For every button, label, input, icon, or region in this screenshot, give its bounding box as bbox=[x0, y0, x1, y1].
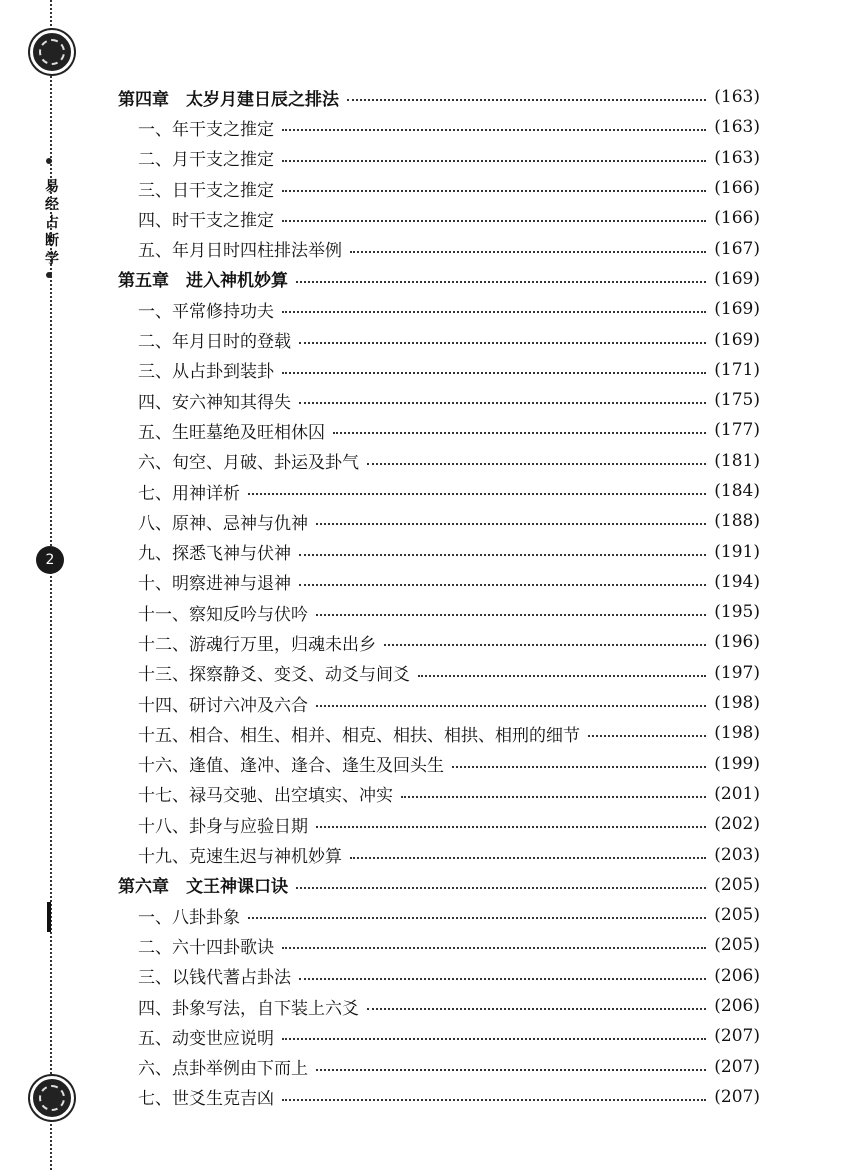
dot-leader bbox=[248, 917, 706, 919]
dot-leader bbox=[282, 129, 706, 131]
toc-entry-title: 三、日干支之推定 bbox=[138, 180, 274, 201]
toc-entry-page: (177) bbox=[714, 420, 760, 441]
toc-entry-title: 第五章 进入神机妙算 bbox=[118, 271, 288, 292]
toc-entry-page: (205) bbox=[714, 905, 760, 926]
toc-entry-title: 一、平常修持功夫 bbox=[138, 301, 274, 322]
side-dot-bottom bbox=[46, 272, 52, 278]
toc-entry-page: (163) bbox=[714, 87, 760, 108]
toc-entry-page: (207) bbox=[714, 1086, 760, 1107]
dot-leader bbox=[248, 493, 706, 495]
toc-section-entry bbox=[118, 991, 760, 1021]
side-dot-top bbox=[46, 158, 52, 164]
toc-section-entry bbox=[118, 294, 760, 324]
toc-entry-page: (171) bbox=[714, 359, 760, 380]
running-book-title: 易经占断学 bbox=[45, 179, 59, 267]
toc-chapter-entry bbox=[118, 870, 760, 900]
toc-entry-title: 一、八卦卦象 bbox=[138, 907, 240, 928]
toc-section-entry bbox=[118, 385, 760, 415]
toc-entry-page: (181) bbox=[714, 450, 760, 471]
dot-leader bbox=[296, 281, 706, 283]
toc-section-entry bbox=[118, 1021, 760, 1051]
toc-entry-page: (205) bbox=[714, 935, 760, 956]
toc-entry-title: 十四、研讨六冲及六合 bbox=[138, 695, 308, 716]
dot-leader bbox=[316, 614, 706, 616]
toc-entry-page: (166) bbox=[714, 178, 760, 199]
toc-entry-page: (207) bbox=[714, 1026, 760, 1047]
toc-entry-title: 十、明察进神与退神 bbox=[138, 574, 291, 595]
dot-leader bbox=[316, 826, 706, 828]
toc-entry-title: 十六、逢值、逢冲、逢合、逢生及回头生 bbox=[138, 756, 444, 777]
toc-section-entry bbox=[118, 324, 760, 354]
dot-leader bbox=[316, 705, 706, 707]
dot-leader bbox=[282, 1099, 706, 1101]
toc-entry-page: (196) bbox=[714, 632, 760, 653]
toc-entry-title: 十五、相合、相生、相并、相克、相扶、相拱、相刑的细节 bbox=[138, 725, 580, 746]
dot-leader bbox=[299, 554, 706, 556]
toc-entry-title: 四、时干支之推定 bbox=[138, 210, 274, 231]
toc-entry-title: 十三、探察静爻、变爻、动爻与间爻 bbox=[138, 665, 410, 686]
toc-entry-title: 十七、禄马交驰、出空填实、冲实 bbox=[138, 786, 393, 807]
toc-section-entry bbox=[118, 355, 760, 385]
dot-leader bbox=[367, 1008, 706, 1010]
toc-chapter-entry bbox=[118, 264, 760, 294]
dot-leader bbox=[282, 190, 706, 192]
toc-section-entry bbox=[118, 839, 760, 869]
toc-entry-title: 十九、克速生迟与神机妙算 bbox=[138, 847, 342, 868]
dot-leader bbox=[452, 766, 706, 768]
toc-entry-page: (175) bbox=[714, 390, 760, 411]
toc-entry-page: (201) bbox=[714, 783, 760, 804]
toc-entry-page: (198) bbox=[714, 693, 760, 714]
toc-section-entry bbox=[118, 567, 760, 597]
dot-leader bbox=[316, 1069, 706, 1071]
emblem-pattern bbox=[39, 39, 65, 65]
toc-entry-page: (195) bbox=[714, 602, 760, 623]
toc-entry-page: (207) bbox=[714, 1056, 760, 1077]
toc-entry-page: (169) bbox=[714, 299, 760, 320]
toc-entry-title: 五、年月日时四柱排法举例 bbox=[138, 241, 342, 262]
dot-leader bbox=[418, 675, 706, 677]
toc-entry-title: 二、六十四卦歌诀 bbox=[138, 937, 274, 958]
dot-leader bbox=[296, 887, 706, 889]
toc-entry-title: 四、卦象写法，自下装上六爻 bbox=[138, 998, 359, 1019]
toc-entry-title: 二、月干支之推定 bbox=[138, 150, 274, 171]
toc-entry-title: 八、原神、忌神与仇神 bbox=[138, 513, 308, 534]
toc-section-entry bbox=[118, 749, 760, 779]
emblem-pattern bbox=[39, 1085, 65, 1111]
top-emblem-icon bbox=[30, 30, 74, 74]
toc-entry-page: (198) bbox=[714, 723, 760, 744]
dot-leader bbox=[299, 584, 706, 586]
toc-section-entry bbox=[118, 688, 760, 718]
dot-leader bbox=[282, 947, 706, 949]
dot-leader bbox=[350, 251, 706, 253]
page-number-badge: 2 bbox=[36, 546, 64, 574]
toc-entry-title: 第六章 文王神课口诀 bbox=[118, 877, 288, 898]
toc-entry-page: (202) bbox=[714, 814, 760, 835]
dot-leader bbox=[282, 311, 706, 313]
toc-chapter-entry bbox=[118, 82, 760, 112]
toc-section-entry bbox=[118, 536, 760, 566]
toc-section-entry bbox=[118, 415, 760, 445]
toc-entry-title: 七、世爻生克吉凶 bbox=[138, 1089, 274, 1110]
toc-entry-page: (206) bbox=[714, 996, 760, 1017]
toc-entry-page: (184) bbox=[714, 481, 760, 501]
dot-leader bbox=[401, 796, 706, 798]
toc-section-entry bbox=[118, 446, 760, 476]
toc-entry-page: (163) bbox=[714, 117, 760, 138]
toc-section-entry bbox=[118, 173, 760, 203]
toc-entry-title: 四、安六神知其得失 bbox=[138, 392, 291, 413]
dot-leader bbox=[282, 1038, 706, 1040]
toc-entry-title: 三、以钱代蓍占卦法 bbox=[138, 968, 291, 989]
toc-section-entry bbox=[118, 718, 760, 748]
toc-entry-title: 六、旬空、月破、卦运及卦气 bbox=[138, 453, 359, 474]
toc-entry-title: 九、探悉飞神与伏神 bbox=[138, 544, 291, 565]
toc-entry-title: 二、年月日时的登载 bbox=[138, 332, 291, 353]
toc-entry-page: (194) bbox=[714, 571, 760, 592]
toc-section-entry bbox=[118, 658, 760, 688]
toc-section-entry bbox=[118, 1082, 760, 1112]
toc-section-entry bbox=[118, 961, 760, 991]
toc-entry-page: (206) bbox=[714, 965, 760, 986]
toc-entry-title: 十八、卦身与应验日期 bbox=[138, 816, 308, 837]
table-of-contents bbox=[118, 82, 760, 1112]
toc-entry-page: (197) bbox=[714, 662, 760, 683]
toc-entry-page: (203) bbox=[714, 844, 760, 865]
dot-leader bbox=[347, 99, 706, 101]
dot-leader bbox=[333, 432, 706, 434]
toc-entry-title: 第四章 太岁月建日辰之排法 bbox=[118, 89, 339, 110]
toc-entry-page: (191) bbox=[714, 541, 760, 562]
dot-leader bbox=[282, 220, 706, 222]
toc-entry-page: (167) bbox=[714, 238, 760, 259]
toc-section-entry bbox=[118, 627, 760, 657]
toc-entry-page: (163) bbox=[714, 147, 760, 168]
dot-leader bbox=[316, 523, 706, 525]
toc-section-entry bbox=[118, 506, 760, 536]
toc-entry-page: (169) bbox=[714, 268, 760, 289]
bottom-emblem-icon bbox=[30, 1076, 74, 1120]
toc-entry-page: (166) bbox=[714, 208, 760, 229]
toc-entry-title: 一、年干支之推定 bbox=[138, 119, 274, 140]
toc-entry-title: 六、点卦举例由下而上 bbox=[138, 1059, 308, 1080]
toc-section-entry bbox=[118, 779, 760, 809]
toc-section-entry bbox=[118, 1052, 760, 1082]
toc-section-entry bbox=[118, 233, 760, 263]
toc-section-entry bbox=[118, 112, 760, 142]
toc-section-entry bbox=[118, 900, 760, 930]
dot-leader bbox=[299, 342, 706, 344]
toc-entry-page: (205) bbox=[714, 874, 760, 895]
toc-section-entry bbox=[118, 809, 760, 839]
toc-entry-title: 三、从占卦到装卦 bbox=[138, 362, 274, 383]
dot-leader bbox=[299, 978, 706, 980]
toc-entry-title: 十二、游魂行万里，归魂未出乡 bbox=[138, 634, 376, 655]
toc-entry-page: (188) bbox=[714, 511, 760, 532]
toc-section-entry bbox=[118, 476, 760, 506]
toc-entry-page: (169) bbox=[714, 329, 760, 350]
dot-leader bbox=[282, 372, 706, 374]
toc-section-entry bbox=[118, 143, 760, 173]
toc-entry-page: (199) bbox=[714, 753, 760, 774]
margin-dotted-rule bbox=[50, 0, 52, 1170]
dot-leader bbox=[588, 735, 706, 737]
toc-entry-title: 五、生旺墓绝及旺相休囚 bbox=[138, 422, 325, 443]
dot-leader bbox=[384, 644, 706, 646]
side-thumb-bar bbox=[47, 902, 51, 932]
toc-entry-title: 五、动变世应说明 bbox=[138, 1028, 274, 1049]
dot-leader bbox=[299, 402, 706, 404]
dot-leader bbox=[350, 857, 706, 859]
toc-entry-title: 十一、察知反吟与伏吟 bbox=[138, 604, 308, 625]
dot-leader bbox=[282, 160, 706, 162]
dot-leader bbox=[367, 463, 706, 465]
toc-section-entry bbox=[118, 597, 760, 627]
toc-entry-title: 七、用神详析 bbox=[138, 483, 240, 504]
toc-section-entry bbox=[118, 930, 760, 960]
toc-section-entry bbox=[118, 203, 760, 233]
